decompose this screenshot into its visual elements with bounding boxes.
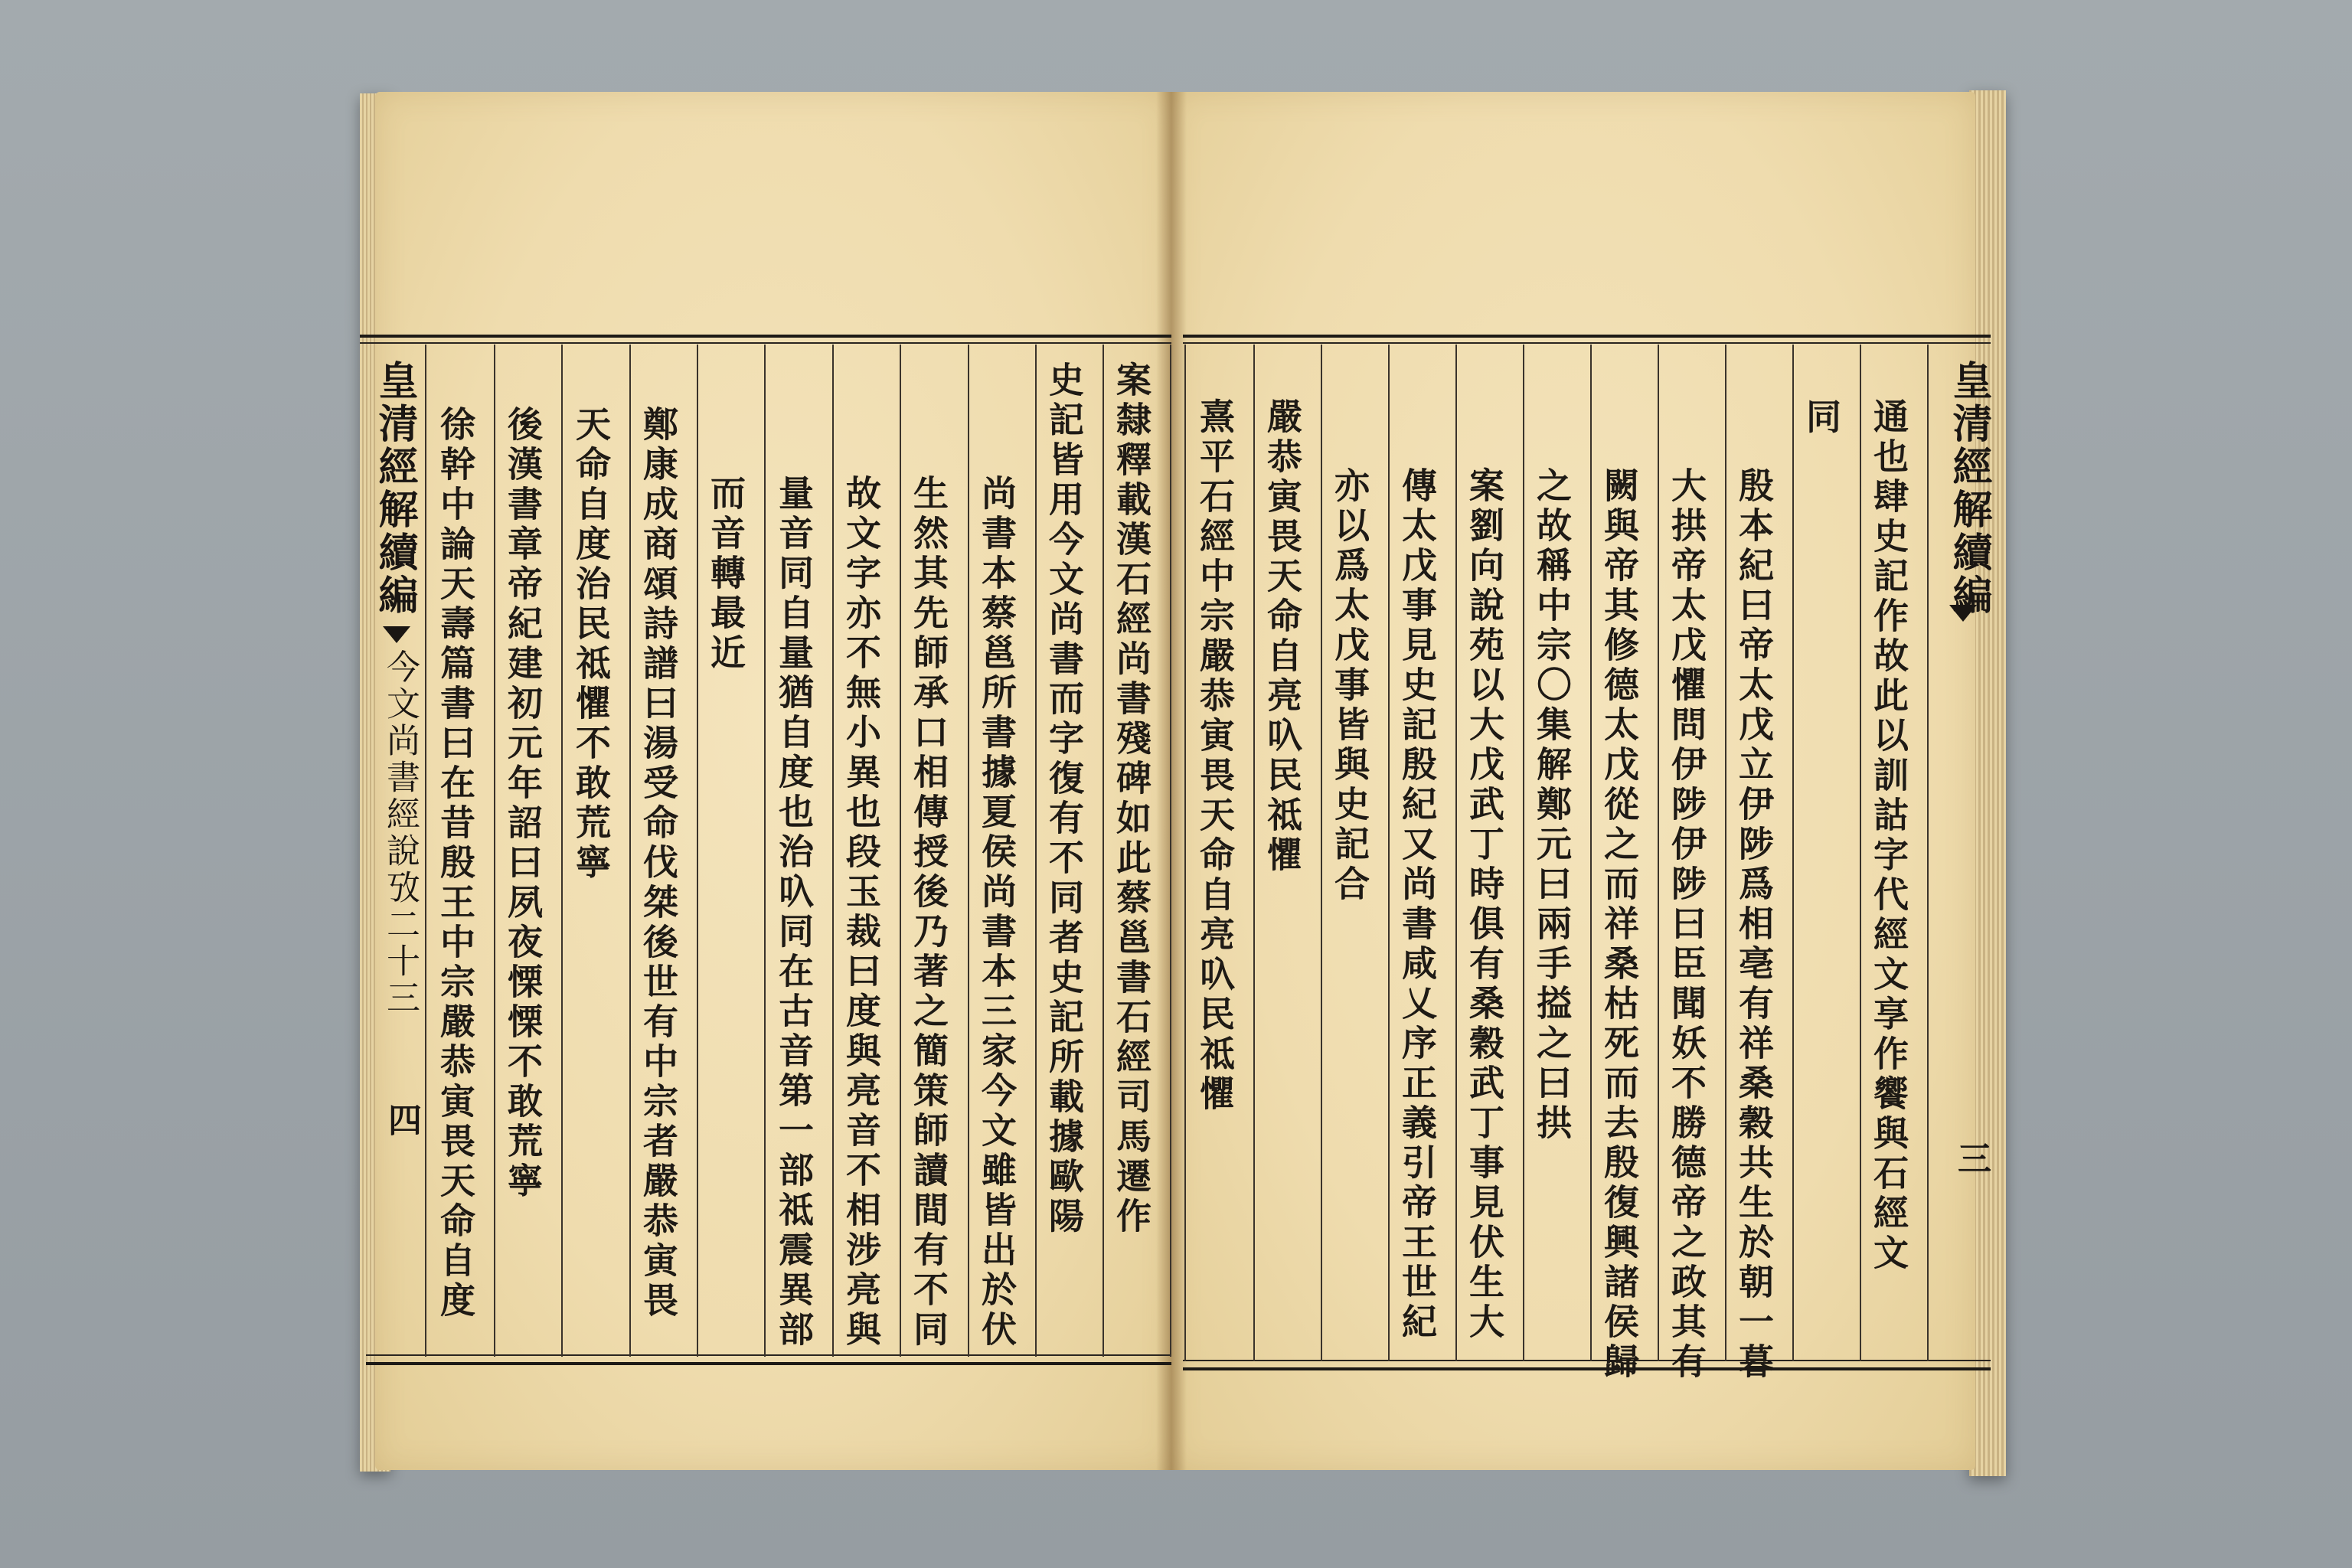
column-rule: [629, 345, 631, 1357]
column-rule: [1184, 345, 1186, 1361]
text-column: 殷本紀曰帝太戊立伊陟爲相亳有祥桑穀共生於朝一暮: [1733, 467, 1775, 1383]
text-column: 史記皆用今文尚書而字復有不同者史記所載據歐陽: [1044, 361, 1085, 1237]
column-rule: [1253, 345, 1255, 1361]
column-rule: [832, 345, 834, 1357]
text-column: 生然其先師承口相傳授後乃著之簡策師讀間有不同: [908, 475, 949, 1351]
text-column: 尚書本蔡邕所書據夏侯尚書本三家今文雖皆出於伏: [976, 475, 1018, 1351]
column-rule: [561, 345, 563, 1357]
column-rule: [1725, 345, 1726, 1361]
text-column: 嚴恭寅畏天命自亮叺民祗懼: [1262, 398, 1303, 876]
right-frame-top-inner: [1183, 342, 1991, 344]
column-rule: [1170, 345, 1171, 1357]
right-fish-tail-icon: [1949, 605, 1977, 622]
left-frame-bottom-inner: [366, 1354, 1171, 1356]
text-column: 傳太戊事見史記殷紀又尚書咸乂序正義引帝王世紀: [1396, 467, 1438, 1343]
text-column: 熹平石經中宗嚴恭寅畏天命自亮叺民祗懼: [1194, 398, 1236, 1115]
text-column: 亦以爲太戊事皆與史記合: [1329, 467, 1370, 905]
column-rule: [900, 345, 901, 1357]
column-rule: [1860, 345, 1861, 1361]
column-rule: [1658, 345, 1659, 1361]
left-fish-tail-icon: [383, 626, 410, 643]
right-frame-bottom: [1183, 1367, 1991, 1370]
left-page-number: 四: [382, 1102, 421, 1136]
text-column: 而音轉最近: [705, 475, 746, 674]
column-rule: [1455, 345, 1457, 1361]
column-rule: [1523, 345, 1524, 1361]
text-column: 天命自度治民祗懼不敢荒寧: [570, 406, 612, 884]
text-column: 通也肆史記作故此以訓詁字代經文享作饗與石經文: [1868, 398, 1909, 1274]
column-rule: [1321, 345, 1322, 1361]
text-column: 大拱帝太戊懼問伊陟伊陟曰臣聞妖不勝德帝之政其有: [1666, 467, 1707, 1383]
right-margin-title: 皇清經解續編: [1945, 360, 1992, 617]
text-column: 案劉向說苑以大戊武丁時俱有桑穀武丁事見伏生大: [1464, 467, 1505, 1343]
text-column: 闕與帝其修德太戊從之而祥桑枯死而去殷復興諸侯歸: [1599, 467, 1640, 1383]
column-rule: [1035, 345, 1037, 1357]
right-frame-top: [1183, 335, 1991, 338]
left-frame-bottom: [366, 1362, 1171, 1365]
column-rule: [697, 345, 698, 1357]
text-column: 案隸釋載漢石經尚書殘碑如此蔡邕書石經司馬遷作: [1111, 361, 1152, 1237]
left-margin-title: 皇清經解續編: [371, 360, 418, 617]
text-column: 後漢書章帝紀建初元年詔曰夙夜慄慄不敢荒寧: [502, 406, 544, 1202]
column-rule: [494, 345, 495, 1357]
column-rule: [1927, 345, 1929, 1361]
text-column: 徐幹中論天壽篇書曰在昔殷王中宗嚴恭寅畏天命自度: [435, 406, 476, 1321]
text-column: 之故稱中宗〇集解鄭元曰兩手搤之曰拱: [1531, 467, 1573, 1144]
column-rule: [425, 345, 426, 1357]
column-rule: [1590, 345, 1592, 1361]
right-page-number: 三: [1952, 1141, 1991, 1174]
column-rule: [1792, 345, 1794, 1361]
right-frame-bottom-inner: [1183, 1360, 1991, 1361]
text-column: 故文字亦不無小異也段玉裁曰度與亮音不相涉亮與: [841, 475, 882, 1351]
text-column: 量音同自量猶自度也治叺同在古音第一部祗震異部: [773, 475, 815, 1351]
text-column: 鄭康成商頌詩譜曰湯受命伐桀後世有中宗者嚴恭寅畏: [638, 406, 679, 1321]
left-margin-subtitle: 今文尚書經說攷二十三: [381, 649, 420, 1017]
left-frame-top-inner: [360, 342, 1171, 344]
left-frame-top: [360, 335, 1171, 338]
book-gutter: [1156, 92, 1187, 1470]
column-rule: [1388, 345, 1390, 1361]
column-rule: [764, 345, 766, 1357]
text-column: 同: [1801, 398, 1842, 438]
column-rule: [1102, 345, 1104, 1357]
column-rule: [968, 345, 969, 1357]
